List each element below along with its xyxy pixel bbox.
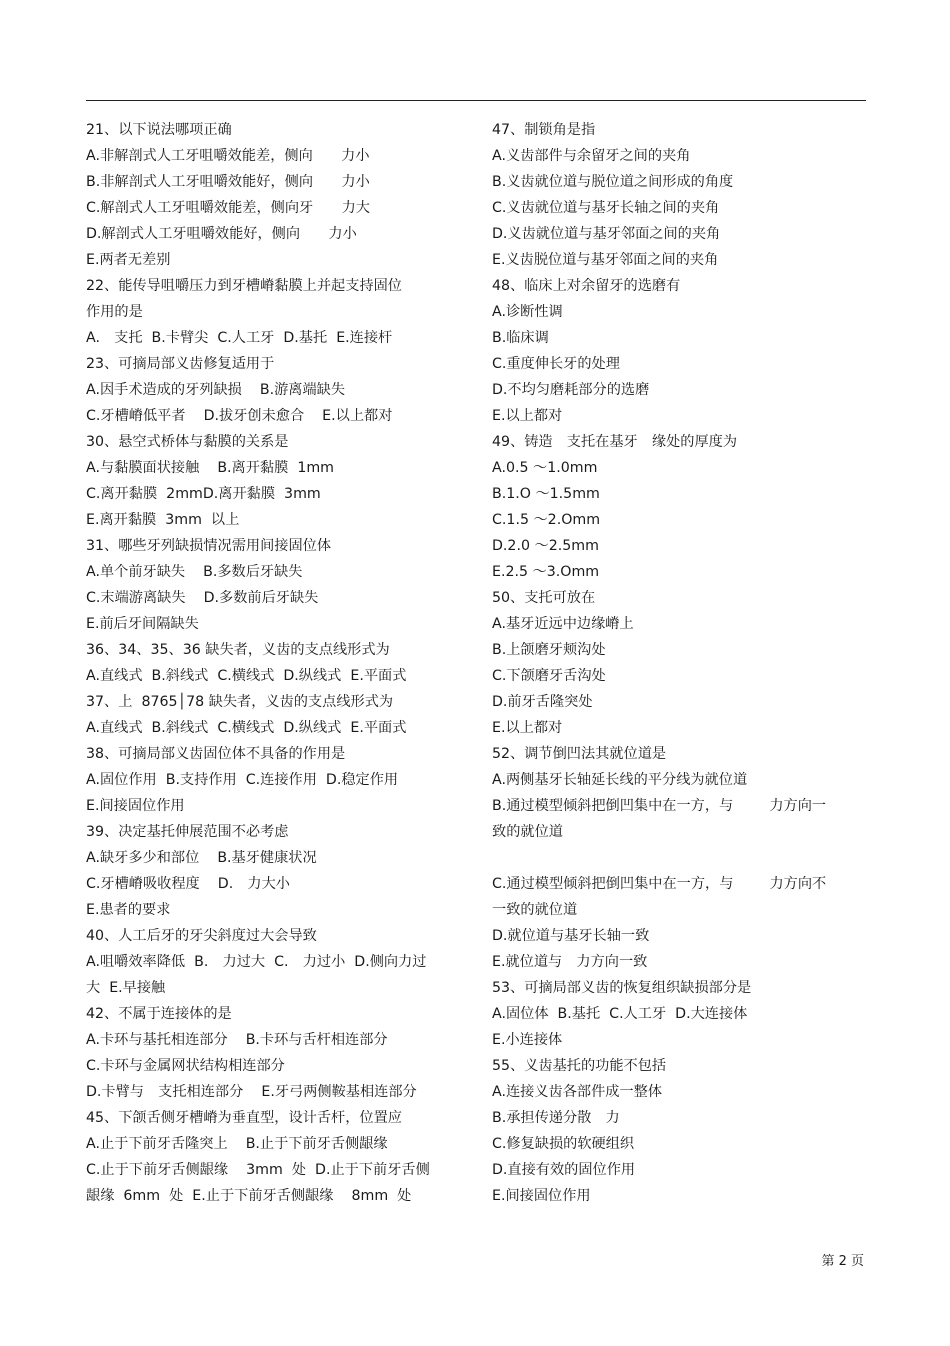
question-line: E.小连接体	[492, 1032, 563, 1048]
question-line: E.患者的要求	[86, 902, 171, 918]
question-line: C.牙槽嵴低平者 D.拔牙创未愈合 E.以上都对	[86, 408, 393, 424]
question-line: E.间接固位作用	[86, 798, 185, 814]
question-line: 大 E.早接触	[86, 980, 166, 996]
question-line: 48、临床上对余留牙的选磨有	[492, 278, 681, 294]
question-line: E.2.5 ～3.Omm	[492, 564, 600, 580]
question-line: 47、制锁角是指	[492, 122, 596, 138]
question-line: A.因手术造成的牙列缺损 B.游离端缺失	[86, 382, 346, 398]
question-line: E.离开黏膜 3mm 以上	[86, 512, 240, 528]
question-line: C.离开黏膜 2mmD.离开黏膜 3mm	[86, 486, 321, 502]
question-line: A.固位作用 B.支持作用 C.连接作用 D.稳定作用	[86, 772, 399, 788]
question-line: 21、以下说法哪项正确	[86, 122, 232, 138]
question-line: A.固位体 B.基托 C.人工牙 D.大连接体	[492, 1006, 748, 1022]
question-line	[492, 845, 858, 871]
header-rule	[86, 100, 866, 101]
left-column	[86, 117, 458, 1209]
question-line: A.基牙近远中边缘嵴上	[492, 616, 634, 632]
question-line: B.非解剖式人工牙咀嚼效能好，侧向 力小	[86, 174, 370, 190]
page-number: 第 2 页	[821, 1254, 864, 1269]
question-line: 53、可摘局部义齿的恢复组织缺损部分是	[492, 980, 752, 996]
question-line: E.前后牙间隔缺失	[86, 616, 199, 632]
question-line: C.通过模型倾斜把倒凹集中在一方，与 力方向不	[492, 876, 827, 892]
question-line: A.非解剖式人工牙咀嚼效能差，侧向 力小	[86, 148, 370, 164]
question-line: A.单个前牙缺失 B.多数后牙缺失	[86, 564, 303, 580]
question-line: 36、34、35、36 缺失者，义齿的支点线形式为	[86, 642, 390, 658]
question-line: 30、悬空式桥体与黏膜的关系是	[86, 434, 289, 450]
question-line: 22、能传导咀嚼压力到牙槽嵴黏膜上并起支持固位	[86, 278, 402, 294]
question-line: B.通过模型倾斜把倒凹集中在一方，与 力方向一	[492, 798, 827, 814]
question-line: D.前牙舌隆突处	[492, 694, 593, 710]
question-line: A.0.5 ～1.0mm	[492, 460, 598, 476]
question-line: B.1.O ～1.5mm	[492, 486, 600, 502]
question-line: E.以上都对	[492, 408, 563, 424]
question-line: E.间接固位作用	[492, 1188, 591, 1204]
question-line: C.1.5 ～2.Omm	[492, 512, 601, 528]
question-line: 致的就位道	[492, 824, 563, 840]
question-line: C.修复缺损的软硬组织	[492, 1136, 635, 1152]
question-line: A.缺牙多少和部位 B.基牙健康状况	[86, 850, 317, 866]
question-line: 55、义齿基托的功能不包括	[492, 1058, 667, 1074]
question-line: B.承担传递分散 力	[492, 1110, 620, 1126]
question-line: A.卡环与基托相连部分 B.卡环与舌杆相连部分	[86, 1032, 388, 1048]
question-line: 38、可摘局部义齿固位体不具备的作用是	[86, 746, 346, 762]
question-line: 40、人工后牙的牙尖斜度过大会导致	[86, 928, 317, 944]
question-line: 一致的就位道	[492, 902, 578, 918]
question-line: A.两侧基牙长轴延长线的平分线为就位道	[492, 772, 748, 788]
question-line: C.解剖式人工牙咀嚼效能差，侧向牙 力大	[86, 200, 370, 216]
question-line: 39、决定基托伸展范围不必考虑	[86, 824, 289, 840]
question-line: 42、不属于连接体的是	[86, 1006, 232, 1022]
question-line: D.就位道与基牙长轴一致	[492, 928, 650, 944]
question-line: E.两者无差别	[86, 252, 171, 268]
question-line: C.牙槽嵴吸收程度 D. 力大小	[86, 876, 290, 892]
question-line: A.止于下前牙舌隆突上 B.止于下前牙舌侧龈缘	[86, 1136, 388, 1152]
question-line: A.直线式 B.斜线式 C.横线式 D.纵线式 E.平面式	[86, 668, 407, 684]
question-line: 52、调节倒凹法其就位道是	[492, 746, 667, 762]
question-line: D.2.0 ～2.5mm	[492, 538, 599, 554]
question-line: B.义齿就位道与脱位道之间形成的角度	[492, 174, 734, 190]
question-line: A.诊断性调	[492, 304, 577, 320]
question-line: A.义齿部件与余留牙之间的夹角	[492, 148, 691, 164]
question-line: 49、铸造 支托在基牙 缘处的厚度为	[492, 434, 738, 450]
question-line: 作用的是	[86, 304, 143, 320]
question-line: D.义齿就位道与基牙邻面之间的夹角	[492, 226, 721, 242]
question-line: D.不均匀磨耗部分的选磨	[492, 382, 650, 398]
question-line: E.义齿脱位道与基牙邻面之间的夹角	[492, 252, 719, 268]
question-line: B.临床调	[492, 330, 563, 346]
question-line: A.与黏膜面状接触 B.离开黏膜 1mm	[86, 460, 334, 476]
question-line: C.下颌磨牙舌沟处	[492, 668, 606, 684]
question-line: 23、可摘局部义齿修复适用于	[86, 356, 275, 372]
question-line: E.就位道与 力方向一致	[492, 954, 648, 970]
question-line: 50、支托可放在	[492, 590, 596, 606]
question-line: C.卡环与金属网状结构相连部分	[86, 1058, 285, 1074]
question-line: D.解剖式人工牙咀嚼效能好，侧向 力小	[86, 226, 357, 242]
question-line: D.直接有效的固位作用	[492, 1162, 636, 1178]
question-line: 45、下颌舌侧牙槽嵴为垂直型，设计舌杆，位置应	[86, 1110, 402, 1126]
question-line: C.重度伸长牙的处理	[492, 356, 620, 372]
question-line: C.末端游离缺失 D.多数前后牙缺失	[86, 590, 319, 606]
question-line: C.义齿就位道与基牙长轴之间的夹角	[492, 200, 720, 216]
question-line: 龈缘 6mm 处 E.止于下前牙舌侧龈缘 8mm 处	[86, 1188, 412, 1204]
question-line: A.直线式 B.斜线式 C.横线式 D.纵线式 E.平面式	[86, 720, 407, 736]
question-line: D.卡臂与 支托相连部分 E.牙弓两侧鞍基相连部分	[86, 1084, 417, 1100]
question-line: A.咀嚼效率降低 B. 力过大 C. 力过小 D.侧向力过	[86, 954, 427, 970]
question-line: 31、哪些牙列缺损情况需用间接固位体	[86, 538, 332, 554]
question-line: C.止于下前牙舌侧龈缘 3mm 处 D.止于下前牙舌侧	[86, 1162, 430, 1178]
right-column	[492, 117, 858, 1209]
question-line: B.上颌磨牙颊沟处	[492, 642, 606, 658]
question-line: A.连接义齿各部件成一整体	[492, 1084, 663, 1100]
question-line: A. 支托 B.卡臂尖 C.人工牙 D.基托 E.连接杆	[86, 330, 393, 346]
question-line: 37、上 8765│78 缺失者，义齿的支点线形式为	[86, 694, 394, 710]
question-line: E.以上都对	[492, 720, 563, 736]
